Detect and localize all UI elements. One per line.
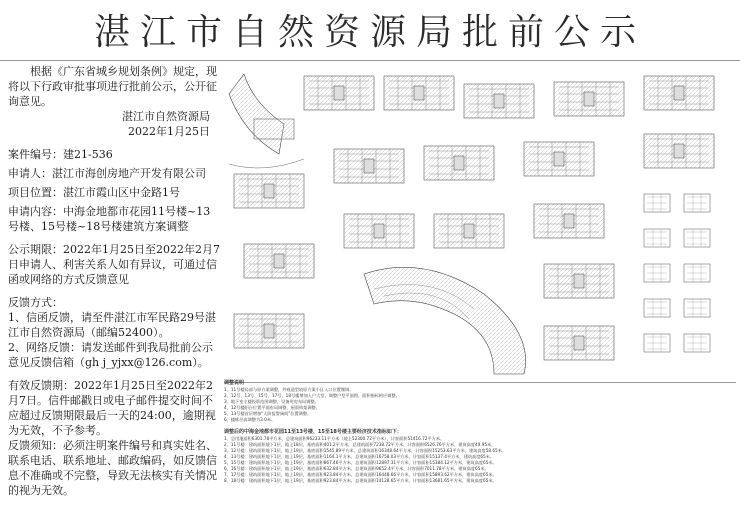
floor-plan-11 [244,244,314,278]
indicator-row: 8、18号楼：建筑面积地下1层，地上19层，基底面积923.84平方米，总建筑面积14128.65平方米，计容面积13681.65平方米，建筑高度65米。 [224,478,497,483]
floor-plan-9 [524,142,594,176]
content-value: 中海金地都市花园11号楼~13号楼、15号楼~18号楼建筑方案调整 [8,205,211,233]
notice-intro: 根据《广东省城乡规划条例》规定，现将以下行政审批事项进行批前公示，公开征询意见。 [8,65,217,108]
public-period: 公示期限：2022年1月25日至2022年2月7日申请人、利害关系人如有异议，可通过信函或网络的方式反馈意见 [8,243,220,286]
feedback-title: 反馈方式： [8,296,63,309]
notice-date: 2022年1月25日 [128,125,210,138]
floor-plan-2 [384,76,454,110]
note-line: 1、11号楼局部与原方案调整，外观造型较原方案小区入口位置微调。 [224,387,354,392]
project-location [8,185,220,200]
floor-plan-13 [434,214,504,248]
note-line: 2、12号、13号、15号、17号、18号楼增加入户大堂，调整户型平面图，面积指标相应调整。 [224,393,400,398]
floor-plan-15 [234,314,304,348]
note-line: 4、12号楼阳台位置平面布局调整，屋面构架调整。 [224,405,320,410]
case-number-value: 建21-536 [63,148,113,161]
floor-plan-4 [554,82,624,116]
feedback-mail: 1、信函反馈，请至件湛江市军民路29号湛江市自然资源局（邮编52400）。 [8,311,216,339]
applicant [8,166,220,181]
indicator-row: 3、12号楼：建筑面积地下1层，地上19层，基底面积1545.89平方米，总建筑面积16348.64平方米，计容面积15253.63平方米，建筑高度58.65米。 [224,448,507,453]
floor-plan-8 [424,146,494,180]
applicant-label: 申请人： [8,167,52,180]
feedback-email: 2、网络反馈：请发送邮件到我局批前公示意见反馈信箱（gh j_yjxx@126.com）。 [8,341,213,369]
application-content [8,204,220,234]
floor-plan-7 [334,149,404,183]
floor-plan-5 [644,76,714,110]
floor-plan-12 [344,214,414,248]
page-title: 湛江市自然资源局批前公示 [93,11,646,53]
note-line: 3、地下室主楼投影范围调整，设备用房布局调整。 [224,399,319,404]
location-value: 湛江市霞山区中金路1号 [63,186,180,199]
indicator-row: 2、11号楼：建筑面积地下1层，地上18层，基底面积401.2平方米，总建筑面积7238.72平方米，计容面积6526.76平方米，建筑高度49.95米。 [224,442,496,447]
small-plans-grid [644,194,710,352]
applicant-value: 湛江市海创房地产开发有限公司 [52,167,206,180]
note-line: 5、13号楼首层增加"人防报警阀间"位置调整。 [224,411,312,416]
note-line: 6、楼栋层高调整为3.0米。 [224,417,276,422]
content-label: 申请内容： [8,205,63,218]
architectural-drawings [224,64,736,380]
feedback-instructions: 反馈须知：必须注明案件编号和真实姓名、联系电话、联系地址、邮政编码，如反馈信息不准确或不完整，导致无法核实有关情况的视为无效。 [8,439,217,497]
floor-plan-1 [304,76,374,110]
validity-period: 有效反馈期：2022年1月25日至2022年2月7日。信件邮戳日或电子邮件提交时间不应超过反馈期限最后一天的24:00，逾期视为无效，不予参考。 [8,379,216,437]
indicator-row: 5、15号楼：建筑面积地下1层，地上19层，基底面积867.46平方米，总建筑面积12897.31平方米，计容面积15384.12平方米，建筑高度65米。 [224,460,497,465]
indicator-row: 6、16号楼：建筑面积地下1层，地上19层，基底面积632.84平方米，总建筑面积9652.4平方米，计容面积7011.78平方米，建筑高度65米。 [224,466,489,471]
notice-panel [8,64,220,519]
title-divider [0,60,740,61]
notice-issuer: 湛江市自然资源局 [122,110,210,123]
indicator-table-title: 调整后的中海金地都市花园11至13号楼、15至18号楼主要经济技术指标如下： [224,429,402,435]
floor-plan-17 [544,326,614,360]
floor-plan-10 [644,134,714,168]
floor-plan-3 [464,84,534,118]
indicator-row: 4、13号楼：建筑面积地下1层，地上19层，基底面积1164.1平方米，总建筑面积16758.03平方米，计容面积15137.4平方米，建筑高度65米。 [224,454,495,459]
floor-plan-16 [544,264,614,298]
notes-title: 调整说明 [224,380,245,386]
case-number-label: 案件编号： [8,148,63,161]
site-plan-drawing [229,74,304,168]
floor-plan-6 [234,174,304,208]
location-label: 项目位置： [8,186,63,199]
indicator-row: 1、总用地面积6301.78平方米，总建筑面积96233.11平方米（地上52300.72平方米），计容面积51416.72平方米。 [224,436,445,441]
floor-plan-14 [534,204,604,238]
curved-building-plan [364,267,526,374]
drawing-notes [224,380,736,520]
case-number [8,147,220,162]
indicator-row: 7、17号楼：建筑面积地下1层，地上19层，基底面积923.84平方米，总建筑面积16448.66平方米，计容面积15893.62平方米，建筑高度65米。 [224,472,497,477]
